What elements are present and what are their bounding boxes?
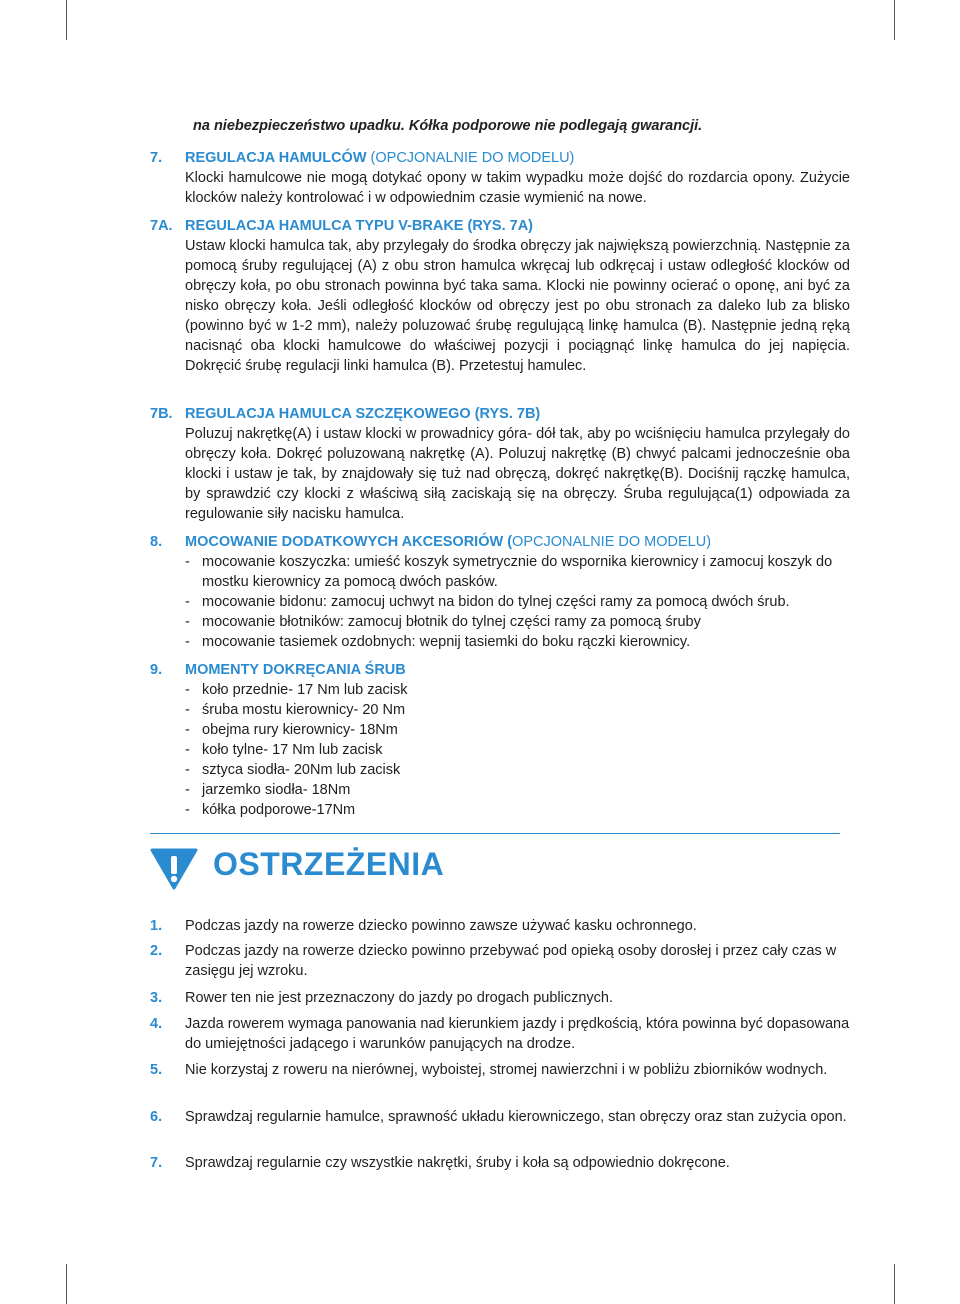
warning-number: 7. (150, 1155, 163, 1171)
list-item: - mocowanie błotników: zamocuj błotnik do tylnej części ramy za pomocą śruby (185, 614, 701, 630)
warning-number: 5. (150, 1062, 163, 1078)
warning-number: 1. (150, 918, 163, 934)
list-item: - mocowanie tasiemek ozdobnych: wepnij tasiemki do boku rączki kierownicy. (185, 634, 691, 650)
section-text: Klocki hamulcowe nie mogą dotykać opony w takim wypadku może dojść do rozdarcia opony. Zużycie klocków należy kontrolować i w odpowiednim czasie wymienić na nowe. (185, 170, 850, 206)
section-heading: MOMENTY DOKRĘCANIA ŚRUB (185, 662, 406, 678)
warning-number: 2. (150, 943, 163, 959)
list-item: - sztyca siodła- 20Nm lub zacisk (185, 762, 401, 778)
warning-text: Podczas jazdy na rowerze dziecko powinno przebywać pod opieką osoby dorosłej i przez cały czas w zasięgu jej wzroku. (185, 943, 837, 979)
warning-text: Podczas jazdy na rowerze dziecko powinno zawsze używać kasku ochronnego. (185, 918, 697, 934)
warning-number: 6. (150, 1109, 163, 1125)
section-9 (150, 660, 850, 820)
warning-item-5 (150, 1060, 850, 1080)
section-heading: REGULACJA HAMULCA SZCZĘKOWEGO (RYS. 7B) (185, 406, 541, 422)
section-divider (150, 833, 840, 834)
section-heading: MOCOWANIE DODATKOWYCH AKCESORIÓW (OPCJONALNIE DO MODELU) (185, 534, 712, 550)
section-text: Poluzuj nakrętkę(A) i ustaw klocki w prowadnicy góra- dół tak, aby po wciśnięciu hamulca przylegały do obręczy koła. Dokręć poluzowaną nakrętkę (A). Poluzuj nakrętkę (B) chwyć palcami jednocześnie oba klocki i ustaw je tak, by znajdowały się tuż nad obręczą, dokręć nakrętkę(B). Dociśnij rączkę hamulca, by sprawdzić czy klocki z właściwą siłą zaciskają się na obręczy. Śruba regulująca(1) odpowiada za regulowanie siły nacisku hamulca. (185, 426, 850, 522)
list-item: - koło przednie- 17 Nm lub zacisk (185, 682, 408, 698)
torque-list (185, 680, 850, 820)
warning-text: Nie korzystaj z roweru na nierównej, wyboistej, stromej nawierzchni i w pobliżu zbiorników wodnych. (185, 1062, 828, 1078)
list-item: - śruba mostu kierownicy- 20 Nm (185, 702, 406, 718)
accessories-list (185, 552, 850, 652)
section-text: Ustaw klocki hamulca tak, aby przylegały do środka obręczy jak największą powierzchnią. Następnie za pomocą śruby regulującej (A) z obu stron hamulca wkręcaj lub odkręcaj i ustaw odległość klocków od obręczy koła, po obu stronach powinna być taka sama. Klocki nie powinny ocierać o oponę, ani być za nisko obręczy koła. Jeśli odległość klocków od obręczy jest po obu stronach za daleko lub za blisko (powinno być w 1-2 mm), należy poluzować śrubę regulującą linkę hamulca (B). Następnie jedną ręką nacisnąć oba klocki hamulcowe do właściwej pozycji i pociągnąć linkę hamulca do jej napięcia. Dokręcić śrubę regulacji linki hamulca (B). Przetestuj hamulec. (185, 238, 850, 374)
warning-item-1 (150, 916, 850, 936)
warning-number: 3. (150, 990, 163, 1006)
warning-text: Sprawdzaj regularnie hamulce, sprawność układu kierowniczego, stan obręczy oraz stan zużycia opon. (185, 1109, 847, 1125)
warning-item-2 (150, 941, 850, 981)
section-number: 7B. (150, 406, 173, 422)
section-8 (150, 532, 850, 652)
list-item: - kółka podporowe-17Nm (185, 802, 356, 818)
list-item: - koło tylne- 17 Nm lub zacisk (185, 742, 383, 758)
warning-item-4 (150, 1014, 850, 1054)
section-number: 7A. (150, 218, 173, 234)
section-7 (150, 148, 850, 208)
warning-text: Rower ten nie jest przeznaczony do jazdy po drogach publicznych. (185, 990, 613, 1006)
warning-icon (150, 848, 198, 890)
section-7a (150, 216, 850, 376)
section-number: 8. (150, 534, 163, 550)
warning-item-7 (150, 1153, 850, 1173)
warning-item-6 (150, 1107, 850, 1127)
list-item: - mocowanie bidonu: zamocuj uchwyt na bidon do tylnej części ramy za pomocą dwóch śrub. (185, 594, 790, 610)
section-number: 9. (150, 662, 163, 678)
warning-number: 4. (150, 1016, 163, 1032)
warnings-title: OSTRZEŻENIA (213, 846, 445, 882)
list-item: - obejma rury kierownicy- 18Nm (185, 722, 398, 738)
section-number: 7. (150, 150, 163, 166)
intro-text: na niebezpieczeństwo upadku. Kółka podporowe nie podlegają gwarancji. (193, 118, 703, 134)
list-item: - mocowanie koszyczka: umieść koszyk symetrycznie do wspornika kierownicy i zamocuj koszyk do mostku kierownicy za pomocą dwóch pasków. (185, 554, 833, 590)
list-item: - jarzemko siodła- 18Nm (185, 782, 351, 798)
section-heading: REGULACJA HAMULCÓW (OPCJONALNIE DO MODELU) (185, 150, 575, 166)
warning-text: Jazda rowerem wymaga panowania nad kierunkiem jazdy i prędkością, która powinna być dopasowana do umiejętności jadącego i warunków panujących na drodze. (185, 1016, 850, 1052)
section-heading: REGULACJA HAMULCA TYPU V-BRAKE (RYS. 7A) (185, 218, 534, 234)
warning-item-3 (150, 988, 850, 1008)
warning-text: Sprawdzaj regularnie czy wszystkie nakrętki, śruby i koła są odpowiednio dokręcone. (185, 1155, 730, 1171)
section-7b (150, 404, 850, 524)
